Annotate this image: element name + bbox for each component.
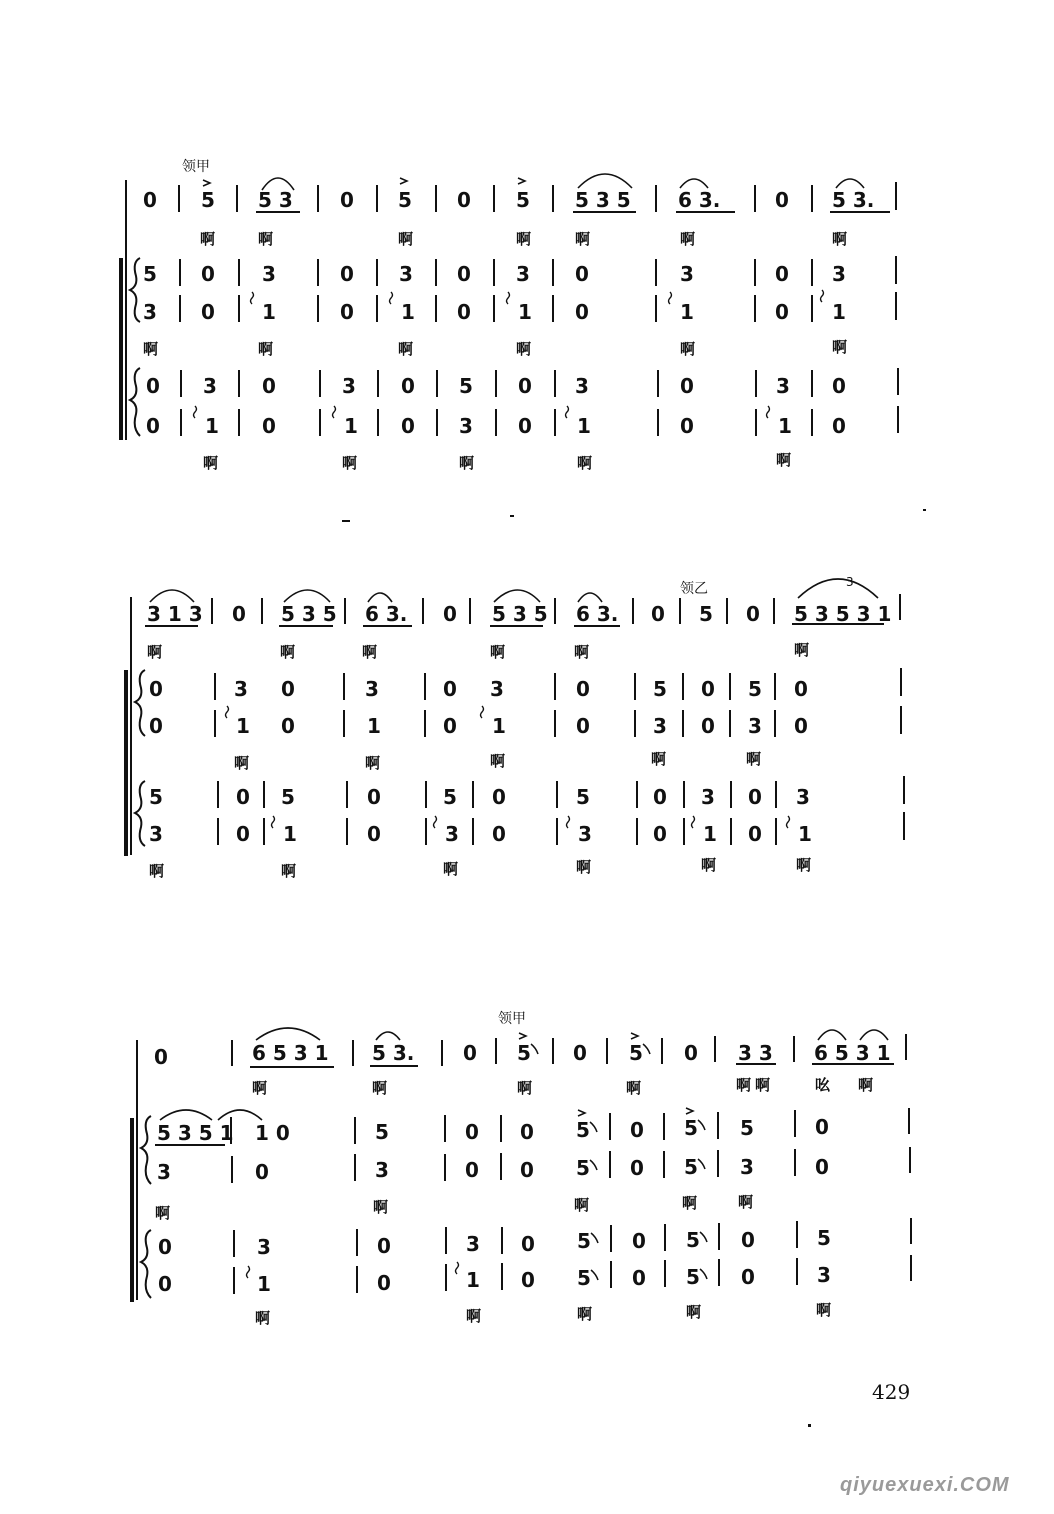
note: 0: [575, 300, 589, 324]
note: 0: [401, 414, 415, 438]
lyric: 啊: [738, 1193, 754, 1211]
lyric: 啊: [258, 340, 274, 358]
note: 0: [701, 677, 715, 701]
note: 1: [205, 414, 219, 438]
note: 0: [748, 822, 762, 846]
lyric: 啊: [203, 454, 219, 472]
lyric: 啊: [398, 230, 414, 248]
note: 0: [815, 1155, 829, 1179]
triplet-mark: 3: [846, 575, 854, 589]
lead-a-label: 领甲: [182, 159, 210, 175]
lead-a-label: 领甲: [498, 1011, 526, 1027]
lyric: 啊: [373, 1198, 389, 1216]
note: 1 0: [255, 1121, 290, 1145]
note: 0: [775, 300, 789, 324]
lyric: 啊: [832, 230, 848, 248]
note: 0: [232, 602, 246, 626]
note: 0: [680, 374, 694, 398]
note: 0: [401, 374, 415, 398]
slurs: [150, 174, 888, 1120]
note: 0: [149, 677, 163, 701]
lyric: 啊: [147, 643, 163, 661]
lyric: 啊: [252, 1079, 268, 1097]
lyric: 啊: [736, 1076, 752, 1094]
note: 0: [653, 822, 667, 846]
note: 5 3 5: [281, 602, 337, 626]
lyric: 啊: [234, 754, 250, 772]
note: 0: [463, 1041, 477, 1065]
note: 0: [236, 785, 250, 809]
note: 6 5 3 1: [814, 1041, 891, 1065]
note: 0: [149, 714, 163, 738]
note: 3: [375, 1158, 389, 1182]
note: 0: [680, 414, 694, 438]
note: 6 3.: [678, 188, 721, 212]
scan-specks: [342, 509, 926, 1427]
note: 3: [776, 374, 790, 398]
lyric: 啊: [746, 750, 762, 768]
note: 5: [653, 677, 667, 701]
note: 1: [703, 822, 717, 846]
note: 6 5 3 1: [252, 1041, 329, 1065]
note: 3: [516, 262, 530, 286]
note: 5: [577, 1229, 591, 1253]
note: 1: [518, 300, 532, 324]
lyric: 啊: [574, 643, 590, 661]
note: 6 3.: [576, 602, 619, 626]
note: 5: [684, 1155, 698, 1179]
note: 5: [686, 1265, 700, 1289]
note: 5: [577, 1266, 591, 1290]
lyric: 啊: [794, 641, 810, 659]
note: 0: [520, 1120, 534, 1144]
note: 5: [149, 785, 163, 809]
page-number: 429: [872, 1380, 911, 1404]
note: 5 3: [258, 188, 293, 212]
note: 6 3.: [365, 602, 408, 626]
note: 5: [143, 262, 157, 286]
note: 0: [443, 677, 457, 701]
note: 5: [459, 374, 473, 398]
lyric: 啊: [516, 230, 532, 248]
note: 3: [701, 785, 715, 809]
lyric: 啊: [576, 858, 592, 876]
note: 0: [575, 262, 589, 286]
note: 1: [262, 300, 276, 324]
note: 0: [741, 1228, 755, 1252]
note: 0: [573, 1041, 587, 1065]
note: 0: [367, 822, 381, 846]
lyric: 啊: [796, 856, 812, 874]
note: 3: [832, 262, 846, 286]
note: 5: [398, 188, 412, 212]
note: 3: [234, 677, 248, 701]
note: 5 3 5 3 1: [794, 602, 892, 626]
note: 0: [632, 1229, 646, 1253]
lyric: 啊: [682, 1194, 698, 1212]
note: 0: [518, 374, 532, 398]
note: 0: [377, 1234, 391, 1258]
lyric: 啊: [362, 643, 378, 661]
note: 3: [203, 374, 217, 398]
note: 0: [651, 602, 665, 626]
note: 0: [794, 714, 808, 738]
note: 0: [832, 374, 846, 398]
note: 3: [680, 262, 694, 286]
note: 0: [794, 677, 808, 701]
note: 5: [740, 1116, 754, 1140]
note: 3: [817, 1263, 831, 1287]
note: 0: [632, 1266, 646, 1290]
lyric: 啊: [200, 230, 216, 248]
note: 0: [775, 188, 789, 212]
note: 0: [201, 300, 215, 324]
note: 3: [365, 677, 379, 701]
beams: [145, 212, 894, 1145]
note: 0: [158, 1272, 172, 1296]
note: 1: [832, 300, 846, 324]
note: 5: [281, 785, 295, 809]
note: 5 3 5 1: [157, 1121, 234, 1145]
note: 0: [340, 188, 354, 212]
note: 1: [257, 1272, 271, 1296]
note: 0: [701, 714, 715, 738]
note: 5: [686, 1228, 700, 1252]
barlines: [126, 180, 911, 1300]
lyric: 啊: [575, 230, 591, 248]
note: 0: [520, 1158, 534, 1182]
note: 0: [281, 677, 295, 701]
note: 3: [459, 414, 473, 438]
lyric: 啊: [466, 1307, 482, 1325]
lyric: 啊: [816, 1301, 832, 1319]
note: 0: [465, 1120, 479, 1144]
lyric: 啊: [755, 1076, 771, 1094]
note: 0: [748, 785, 762, 809]
note: 5: [684, 1116, 698, 1140]
note: 1: [344, 414, 358, 438]
lyric: 啊: [280, 643, 296, 661]
note: 3: [575, 374, 589, 398]
note: 0: [815, 1115, 829, 1139]
note: 1: [367, 714, 381, 738]
note: 3: [262, 262, 276, 286]
note: 5 3 5: [492, 602, 548, 626]
note: 3: [257, 1235, 271, 1259]
note: 1: [778, 414, 792, 438]
note: 0: [518, 414, 532, 438]
lyric: 啊: [626, 1079, 642, 1097]
lyric: 啊: [516, 340, 532, 358]
glide-marks: [531, 1041, 707, 1280]
lead-b-label: 领乙: [680, 581, 708, 597]
lyric: 啊: [365, 754, 381, 772]
lyric: 啊: [372, 1079, 388, 1097]
note: 0: [576, 714, 590, 738]
note: 0: [262, 414, 276, 438]
note: 3: [578, 822, 592, 846]
note: 0: [457, 188, 471, 212]
note: 5: [516, 188, 530, 212]
lyric: 啊: [443, 860, 459, 878]
note: 0: [521, 1268, 535, 1292]
lyric: 吆: [815, 1076, 831, 1094]
note: 3: [796, 785, 810, 809]
note: 3: [445, 822, 459, 846]
note: 0: [576, 677, 590, 701]
note: 3: [748, 714, 762, 738]
note: 3 3: [738, 1041, 773, 1065]
note: 1: [401, 300, 415, 324]
note: 0: [457, 300, 471, 324]
lyric: 啊: [459, 454, 475, 472]
note: 3: [157, 1160, 171, 1184]
lyric: 啊: [577, 1305, 593, 1323]
lyric: 啊: [680, 230, 696, 248]
lyric: 啊: [143, 340, 159, 358]
note: 0: [367, 785, 381, 809]
note: 5: [517, 1041, 531, 1065]
lyric: 啊: [149, 862, 165, 880]
note: 0: [457, 262, 471, 286]
note: 3 1 3: [147, 602, 203, 626]
lyric: 啊: [832, 338, 848, 356]
lyric: 啊: [701, 856, 717, 874]
note: 0: [492, 822, 506, 846]
note: 0: [741, 1265, 755, 1289]
lyric: 啊: [155, 1204, 171, 1222]
note: 0: [775, 262, 789, 286]
lyric: 啊: [680, 340, 696, 358]
note: 0: [340, 300, 354, 324]
lyric: 啊: [574, 1196, 590, 1214]
note: 1: [680, 300, 694, 324]
note: 0: [684, 1041, 698, 1065]
note: 0: [340, 262, 354, 286]
note: 5: [576, 785, 590, 809]
note: 5: [375, 1120, 389, 1144]
lyric: 啊: [517, 1079, 533, 1097]
lyric: 啊: [255, 1309, 271, 1327]
note: 0: [746, 602, 760, 626]
note: 0: [262, 374, 276, 398]
note: 0: [492, 785, 506, 809]
lyric: 啊: [258, 230, 274, 248]
note: 0: [832, 414, 846, 438]
note: 5 3.: [372, 1041, 415, 1065]
note: 3: [149, 822, 163, 846]
lyric: 啊: [858, 1076, 874, 1094]
note: 0: [281, 714, 295, 738]
note: 1: [466, 1268, 480, 1292]
note: 5 3.: [832, 188, 875, 212]
note: 0: [521, 1232, 535, 1256]
note: 3: [490, 677, 504, 701]
lyric: 啊: [686, 1303, 702, 1321]
lyric: 啊: [342, 454, 358, 472]
note: 3: [466, 1232, 480, 1256]
note: 1: [798, 822, 812, 846]
note: 3: [143, 300, 157, 324]
note: 5: [629, 1041, 643, 1065]
note: 0: [630, 1156, 644, 1180]
watermark: qiyuexuexi.COM: [840, 1474, 1010, 1496]
note: 5: [699, 602, 713, 626]
note: 0: [201, 262, 215, 286]
note: 0: [443, 602, 457, 626]
note: 5: [201, 188, 215, 212]
note: 0: [630, 1118, 644, 1142]
lyric: 啊: [651, 750, 667, 768]
note: 1: [577, 414, 591, 438]
note: 0: [154, 1045, 168, 1069]
grace-squiggles: [194, 290, 824, 1278]
lyric: 啊: [281, 862, 297, 880]
note: 0: [146, 374, 160, 398]
note: 5: [576, 1156, 590, 1180]
note: 0: [653, 785, 667, 809]
lyric: 啊: [490, 752, 506, 770]
note: 3: [653, 714, 667, 738]
note: 1: [236, 714, 250, 738]
note: 1: [283, 822, 297, 846]
note: 0: [443, 714, 457, 738]
note: 5 3 5: [575, 188, 631, 212]
note: 0: [143, 188, 157, 212]
note: 3: [342, 374, 356, 398]
note: 3: [399, 262, 413, 286]
note: 5: [748, 677, 762, 701]
lyric: 啊: [776, 451, 792, 469]
note: 0: [465, 1158, 479, 1182]
note: 0: [158, 1235, 172, 1259]
note: 0: [255, 1160, 269, 1184]
note: 0: [146, 414, 160, 438]
note: 0: [236, 822, 250, 846]
note: 5: [443, 785, 457, 809]
note: 5: [817, 1226, 831, 1250]
lyric: 啊: [577, 454, 593, 472]
note: 5: [576, 1118, 590, 1142]
note: 0: [377, 1271, 391, 1295]
lyric: 啊: [490, 643, 506, 661]
lyric: 啊: [398, 340, 414, 358]
note: 1: [492, 714, 506, 738]
note: 3: [740, 1155, 754, 1179]
